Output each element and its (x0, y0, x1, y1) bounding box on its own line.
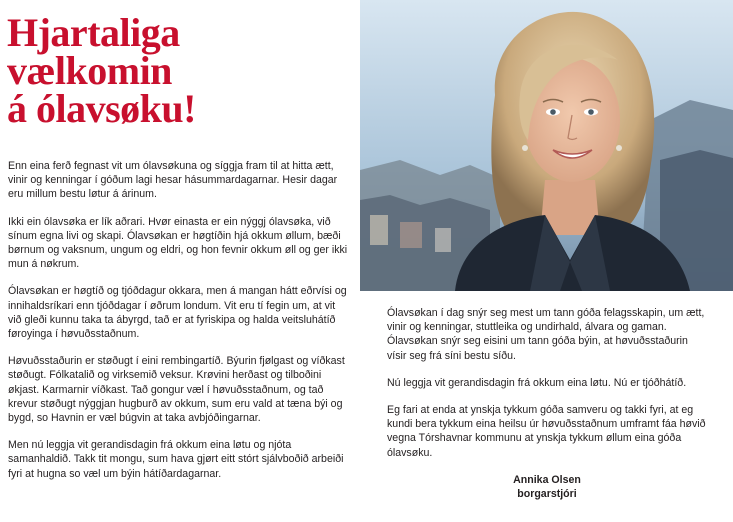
title-line-2: á ólavsøku! (7, 86, 196, 131)
paragraph: Eg fari at enda at ynskja tykkum góða samveru og takki fyri, at eg kundi bera tykkum eina heilsu úr høvuðsstaðnum umframt fáa høvið vegna Tórshavnar kommunu at ynskja tykkum øllum eina góða ólavsøku. (387, 404, 706, 459)
left-article-column (8, 159, 351, 494)
paragraph: Nú leggja vit gerandisdagin frá okkum eina løtu. Nú er tjóðhátíð. (387, 376, 687, 389)
signature-role: borgarstjóri (517, 488, 577, 501)
paragraph: Ólavsøkan í dag snýr seg mest um tann góða felagsskapin, um ætt, vinir og kenningar, stuttleika og undirhald, álvara og gaman. Ólavsøkan snýr seg eisini um tann góða býin, at høvuðsstaðurin vísir seg frá síni bestu síðu. (387, 307, 705, 362)
signature-block (387, 473, 707, 502)
right-article-column (387, 306, 707, 502)
page-title (7, 10, 352, 131)
paragraph: Ikki ein ólavsøka er lík aðrari. Hvør einasta er ein nýggj ólavsøka, við sínum egna livi og skapi. Ólavsøkan er høgtíðin hjá okkum øllum, bæði børnum og vaksnum, ungum og eldri, og hon fevnir okkum øll og ger ikki mun á nøkrum. (8, 215, 348, 271)
paragraph: Men nú leggja vit gerandisdagin frá okkum eina løtu og njóta samanhaldið. Takk tit mongu, sum hava gjørt eitt stórt sjálvboðið arbeiði fyri at hugna so væl um býin hátíðardagarnar. (8, 439, 344, 480)
signature-name: Annika Olsen (513, 473, 581, 486)
title-line-1: Hjartaliga vælkomin (7, 10, 180, 93)
mayor-portrait-photo (360, 0, 733, 291)
paragraph: Ólavsøkan er høgtíð og tjóðdagur okkara, men á mangan hátt eðrvísi og innihaldsríkari enn tjóðdagar í øðrum londum. Vit eru tí fegin um, at vit við gleði kunnu taka ta ábyrgd, tað er at fyriskipa og halda veitsluhátíð føroyinga í høvuðsstaðnum. (8, 285, 347, 341)
paragraph: Høvuðsstaðurin er støðugt í eini rembingartíð. Býurin fjølgast og víðkast støðugt. Fólkatalið og virksemið veksur. Krøvini herðast og tilboðini økjast. Karmarnir víðkast. Tað gongur væl í høvuðsstaðnum, og tað krevur støðugt nýggjan hugburð av okkum, sum eru vald at tæna býi og bygd, so Havnin er væl búgvin at taka avbjóðingarnar. (8, 355, 345, 425)
paragraph: Enn eina ferð fegnast vit um ólavsøkuna og síggja fram til at hitta ætt, vinir og kenningar í góðum lagi hesar hásummardagarnar. Hesir dagar eru millum bestu løtur á árinum. (8, 160, 338, 201)
